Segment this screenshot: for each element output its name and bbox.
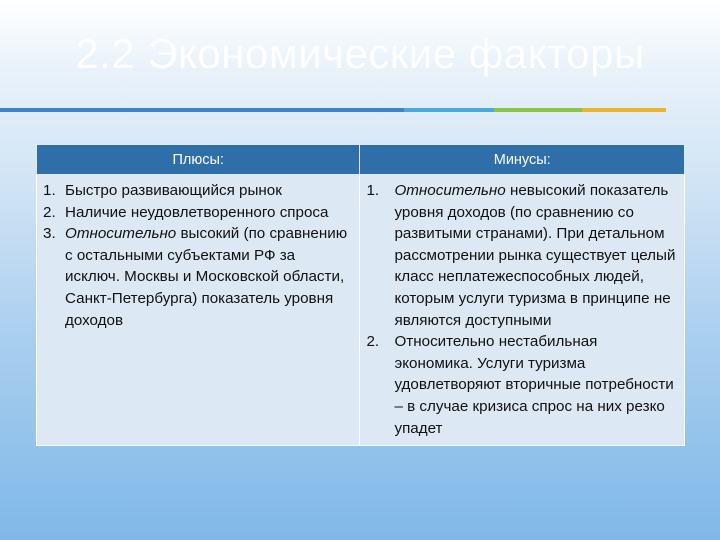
pros-item-number: 3. xyxy=(43,225,56,243)
pros-item xyxy=(43,223,353,331)
title-underline-blue xyxy=(0,108,404,112)
cons-item-body: Относительно нестабильная экономика. Услуги туризма удовлетворяют вторичные потребности – в случае кризиса спрос на них резко упадет xyxy=(394,333,674,437)
pros-cell xyxy=(37,175,360,446)
pros-item-number: 2. xyxy=(43,203,56,221)
cons-item-italic: Относительно xyxy=(394,182,506,199)
pros-item-text xyxy=(65,223,353,331)
cons-item-number: 2. xyxy=(366,333,380,351)
pros-item-body: Наличие неудовлетворенного спроса xyxy=(65,203,329,221)
cons-item-text xyxy=(394,331,678,439)
pros-item xyxy=(43,202,353,224)
title-underline-yellow xyxy=(582,108,666,112)
slide-title: 2.2 Экономические факторы xyxy=(75,30,645,77)
pros-item-number: 1. xyxy=(43,182,56,199)
factors-table xyxy=(36,144,685,446)
pros-item-text xyxy=(65,202,353,224)
pros-item-text xyxy=(65,180,353,202)
pros-item-body: высокий (по сравнению с остальными субъектами РФ за исключ. Москвы и Московской области, Санкт-Петербурга) показатель уровня доходов xyxy=(65,225,348,329)
cons-item xyxy=(366,331,678,439)
cons-item xyxy=(366,180,678,331)
table-header-row xyxy=(37,145,685,175)
title-underline-green xyxy=(494,108,582,112)
cons-item-number: 1. xyxy=(366,182,380,199)
pros-item-italic: Относительно xyxy=(65,225,177,243)
pros-item xyxy=(43,180,353,202)
title-underline-light-blue xyxy=(404,108,494,112)
cons-item-text xyxy=(394,180,678,331)
table-row xyxy=(37,175,685,446)
pros-header: Плюсы: xyxy=(37,145,360,175)
cons-cell xyxy=(360,175,685,446)
cons-header: Минусы: xyxy=(360,145,685,175)
pros-item-body: Быстро развивающийся рынок xyxy=(65,182,282,199)
cons-item-body: невысокий показатель уровня доходов (по сравнению со развитыми странами). При детальном рассмотрении рынка существует целый класс неплатежеспособных людей, которым услуги туризма в принципе не являются доступными xyxy=(394,182,676,329)
